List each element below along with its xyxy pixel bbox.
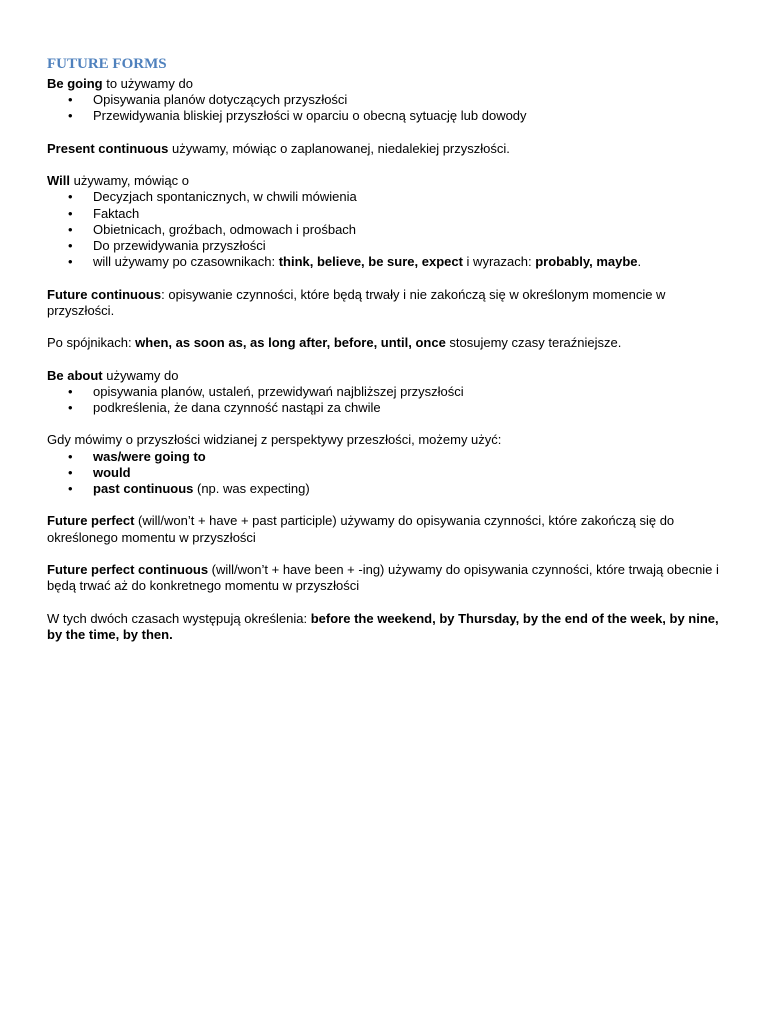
bullet-icon: • xyxy=(68,108,73,124)
list-item xyxy=(47,400,727,416)
bullet-icon: • xyxy=(68,238,73,253)
list-item-text: Opisywania planów dotyczących przyszłości xyxy=(93,92,348,108)
list-item-text: past continuous xyxy=(93,480,194,496)
list-item xyxy=(47,465,727,481)
bullet-icon: • xyxy=(68,205,73,221)
be-going-text: to używamy do xyxy=(102,76,193,91)
list-item xyxy=(47,449,727,465)
future-continuous-text: : opisywanie czynności, które będą trwały i nie zakończą się w określonym momencie w przyszłości. xyxy=(47,286,666,318)
list-item-text: Przewidywania bliskiej przyszłości w oparciu o obecną sytuację lub dowody xyxy=(93,108,527,124)
list-item-text: podkreślenia, że dana czynność nastąpi za chwile xyxy=(93,399,381,415)
bullet-icon: • xyxy=(68,189,73,205)
list-item xyxy=(47,92,727,108)
will-paragraph xyxy=(47,173,727,189)
will-text: używamy, mówiąc o xyxy=(70,173,189,189)
be-about-paragraph xyxy=(47,368,727,384)
list-item xyxy=(47,254,727,270)
list-item xyxy=(47,108,727,124)
future-perfect-paragraph xyxy=(47,513,727,545)
list-item xyxy=(47,384,727,400)
future-continuous-term: Future continuous xyxy=(47,286,162,302)
present-continuous-text: używamy, mówiąc o zaplanowanej, niedalekiej przyszłości. xyxy=(168,140,510,156)
list-item-text: i wyrazach: xyxy=(462,254,536,270)
document-page xyxy=(47,54,727,643)
list-item-text: was/were going to xyxy=(93,448,206,464)
list-item-text: will używamy po czasownikach: xyxy=(93,254,279,270)
time-expressions-intro: W tych dwóch czasach występują określenia: xyxy=(47,610,311,626)
list-item xyxy=(47,206,727,222)
list-item xyxy=(47,189,727,205)
be-going-term: Be going xyxy=(47,76,103,91)
list-item-text: . xyxy=(637,254,642,270)
past-perspective-paragraph: Gdy mówimy o przyszłości widzianej z perspektywy przeszłości, możemy użyć: xyxy=(47,432,502,448)
future-perfect-text: (will/won’t + have + past participle) używamy do opisywania czynności, które zakończą się do określonego momentu w przyszłości xyxy=(47,513,675,545)
conjunctions-intro: Po spójnikach: xyxy=(47,335,136,351)
list-item-text: Faktach xyxy=(93,205,140,221)
time-expressions-words: before the weekend, by Thursday, by the end of the week, by nine, by the time, by then. xyxy=(47,610,719,642)
bullet-icon: • xyxy=(68,221,73,237)
future-perfect-continuous-term: Future perfect continuous xyxy=(47,561,209,577)
present-continuous-term: Present continuous xyxy=(47,140,169,156)
future-perfect-continuous-paragraph xyxy=(47,562,727,594)
bullet-icon: • xyxy=(68,464,73,480)
list-item-text: (np. was expecting) xyxy=(193,480,310,496)
bullet-icon: • xyxy=(68,480,73,496)
list-item xyxy=(47,222,727,238)
future-continuous-paragraph xyxy=(47,287,727,319)
document-title: FUTURE FORMS xyxy=(47,56,167,72)
bullet-icon: • xyxy=(68,383,73,399)
will-list xyxy=(47,189,727,270)
be-about-term: Be about xyxy=(47,367,103,383)
be-about-list xyxy=(47,384,727,416)
future-perfect-continuous-text: (will/won’t + have been + -ing) używamy do opisywania czynności, które trwają obecnie i będą trwać aż do konkretnego momentu w przyszłości xyxy=(47,561,719,594)
be-going-list xyxy=(47,92,727,124)
be-about-text: używamy do xyxy=(102,367,179,383)
list-item xyxy=(47,481,727,497)
bullet-icon: • xyxy=(68,92,73,108)
be-going-paragraph xyxy=(47,76,727,92)
time-expressions-paragraph xyxy=(47,611,727,643)
bullet-icon: • xyxy=(68,254,73,270)
list-item-text: opisywania planów, ustaleń, przewidywań najbliższej przyszłości xyxy=(93,383,464,399)
conjunctions-paragraph xyxy=(47,335,727,351)
bullet-icon: • xyxy=(68,448,73,464)
list-item-text: would xyxy=(93,464,131,480)
will-term: Will xyxy=(47,173,70,189)
will-verbs: think, believe, be sure, expect xyxy=(278,254,463,270)
conjunctions-words: when, as soon as, as long after, before, until, once xyxy=(135,335,446,351)
future-perfect-term: Future perfect xyxy=(47,513,135,529)
list-item-text: Obietnicach, groźbach, odmowach i prośbach xyxy=(93,221,357,237)
conjunctions-text: stosujemy czasy teraźniejsze. xyxy=(445,335,622,351)
bullet-icon: • xyxy=(68,399,73,415)
list-item xyxy=(47,238,727,254)
will-words: probably, maybe xyxy=(535,254,638,270)
past-perspective-list xyxy=(47,449,727,498)
list-item-text: Decyzjach spontanicznych, w chwili mówienia xyxy=(93,189,357,205)
present-continuous-paragraph xyxy=(47,141,727,157)
list-item-text: Do przewidywania przyszłości xyxy=(93,238,266,253)
